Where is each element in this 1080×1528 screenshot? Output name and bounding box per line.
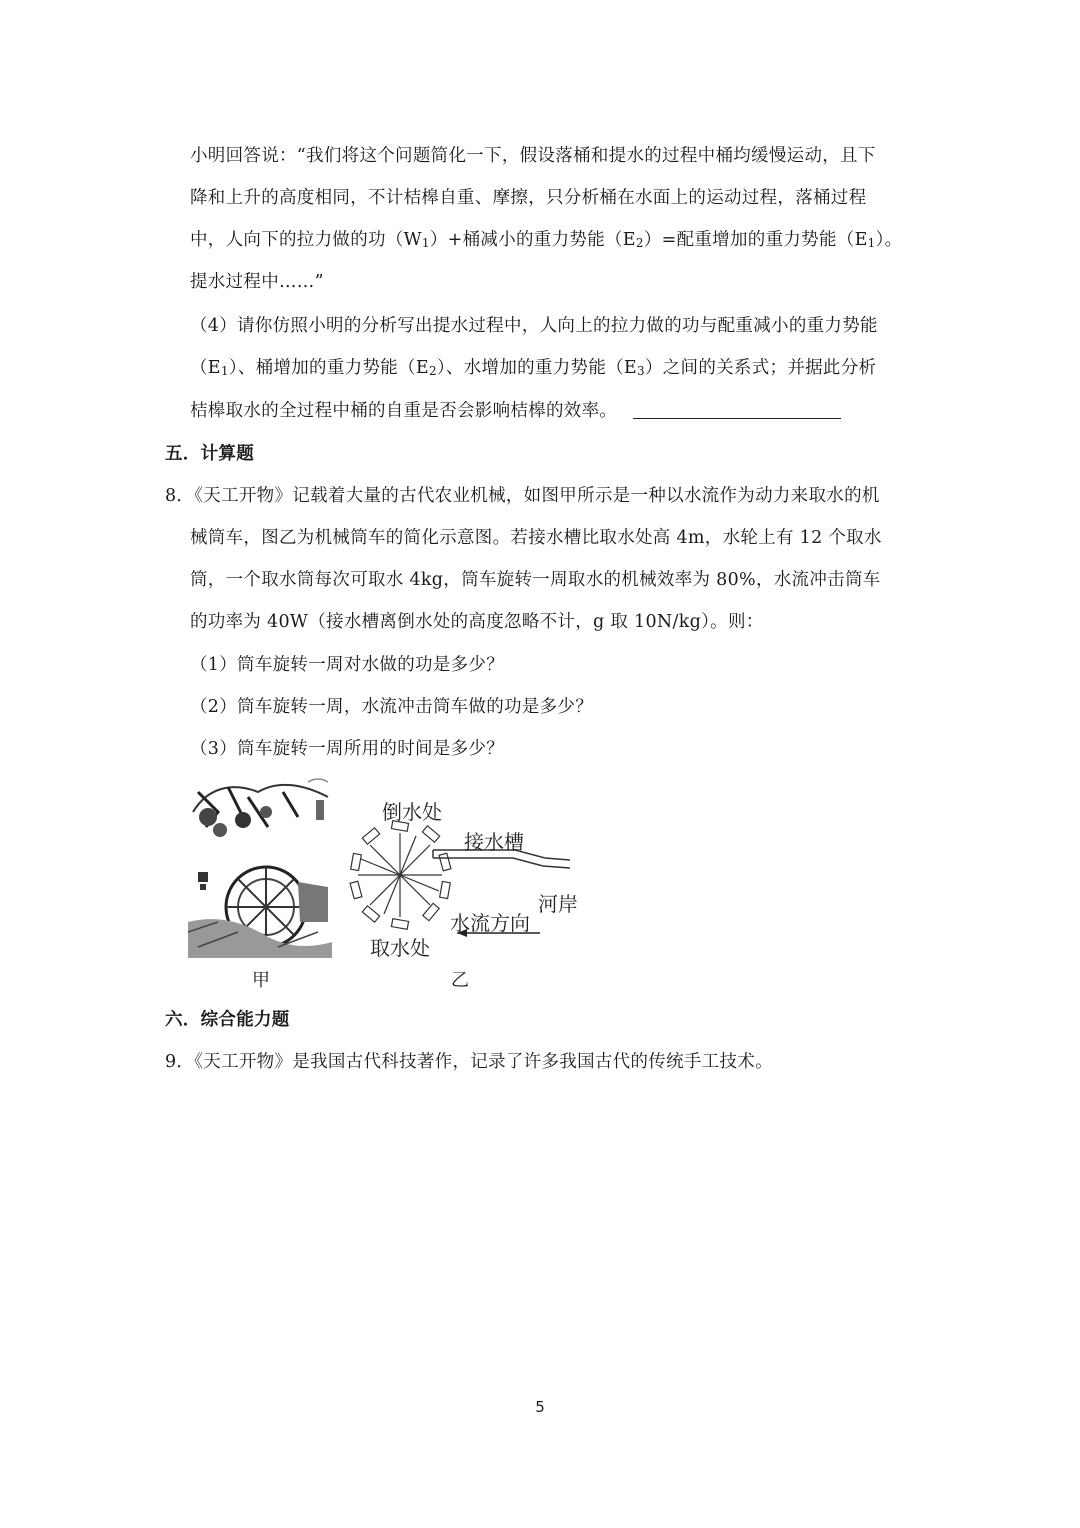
label-flow-direction: 水流方向 — [450, 911, 530, 935]
subscript: 2 — [635, 236, 644, 250]
q8-sub-2: （2）筒车旋转一周，水流冲击筒车做的功是多少？ — [190, 697, 594, 717]
xiaoming-line-3 — [190, 226, 902, 251]
q8-sub-3: （3）筒车旋转一周所用的时间是多少？ — [190, 739, 505, 759]
q9-line-1: 9．《天工开物》是我国古代科技著作，记录了许多我国古代的传统手工技术。 — [165, 1052, 773, 1072]
q8-sub-1: （1）筒车旋转一周对水做的功是多少？ — [190, 655, 505, 675]
q8-line-2: 械筒车，图乙为机械筒车的简化示意图。若接水槽比取水处高 4m，水轮上有 12 个取水 — [190, 528, 882, 548]
subscript: 3 — [637, 364, 645, 378]
section-6-heading: 六．综合能力题 — [165, 1010, 290, 1030]
text: ）、水增加的重力势能（E — [436, 358, 637, 378]
section-5-heading: 五．计算题 — [165, 444, 254, 464]
q8-line-1: 8．《天工开物》记载着大量的古代农业机械，如图甲所示是一种以水流作为动力来取水的机 — [165, 486, 880, 506]
subscript: 1 — [220, 364, 229, 378]
figure-a-label: 甲 — [252, 970, 270, 991]
subscript: 1 — [421, 236, 430, 250]
label-intake-point: 取水处 — [370, 936, 430, 960]
text: ）=配重增加的重力势能（E — [643, 230, 868, 250]
subscript: 1 — [867, 236, 876, 250]
q4-line-3 — [190, 397, 841, 422]
q4-line-1: （4）请你仿照小明的分析写出提水过程中，人向上的拉力做的功与配重减小的重力势能 — [190, 316, 878, 336]
text: ）。 — [875, 230, 903, 250]
figure-a-illustration — [188, 772, 332, 958]
figure-b-label: 乙 — [451, 970, 469, 991]
text: ）+桶减小的重力势能（E — [429, 230, 636, 250]
xiaoming-line-1: 小明回答说：“我们将这个问题简化一下，假设落桶和提水的过程中桶均缓慢运动，且下 — [190, 146, 876, 166]
page-number: 5 — [535, 1398, 545, 1416]
answer-blank[interactable] — [633, 400, 841, 419]
text: ）、桶增加的重力势能（E — [228, 358, 429, 378]
subscript: 2 — [428, 364, 437, 378]
label-river-bank: 河岸 — [538, 892, 578, 916]
text: 中，人向下的拉力做的功（W — [190, 230, 422, 250]
label-trough: 接水槽 — [464, 830, 524, 854]
q8-line-3: 筒，一个取水筒每次可取水 4kg，筒车旋转一周取水的机械效率为 80%，水流冲击筒车 — [190, 570, 881, 590]
label-pour-point: 倒水处 — [382, 800, 442, 824]
text: （E — [190, 358, 221, 378]
xiaoming-line-2: 降和上升的高度相同，不计桔槔自重、摩擦，只分析桶在水面上的运动过程，落桶过程 — [190, 188, 867, 208]
text: ）之间的关系式；并据此分析 — [644, 358, 877, 378]
q4-line-2 — [190, 354, 876, 379]
xiaoming-line-4: 提水过程中……” — [190, 272, 324, 292]
text: 桔槔取水的全过程中桶的自重是否会影响桔槔的效率。 — [190, 401, 618, 421]
q8-line-4: 的功率为 40W（接水槽离倒水处的高度忽略不计，g 取 10N/kg）。则： — [190, 612, 764, 632]
